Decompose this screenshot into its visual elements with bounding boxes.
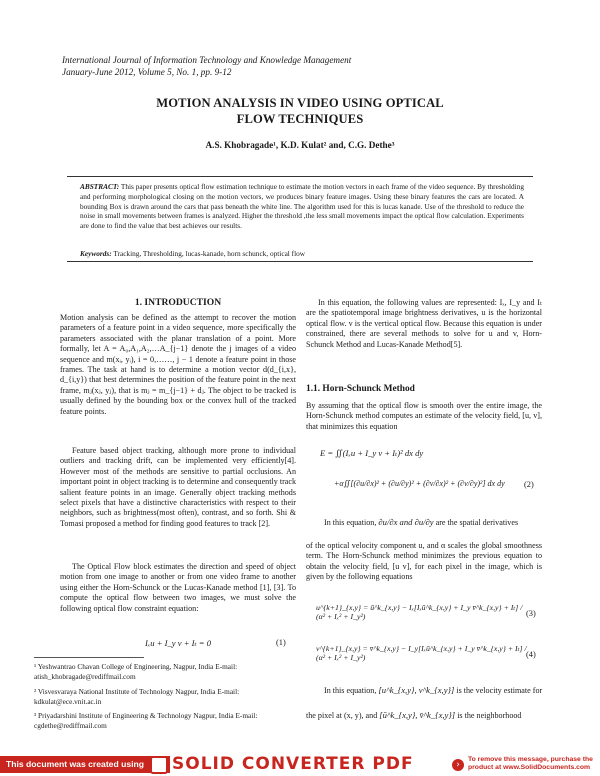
section-heading-introduction: 1. INTRODUCTION — [134, 297, 222, 308]
equation-2b: +α∬[(∂u/∂x)² + (∂u/∂y)² + (∂v/∂x)² + (∂v/∂y)²] dx dy — [334, 479, 505, 488]
equation-3-number: (3) — [526, 609, 536, 618]
keywords-text: Tracking, Thresholding, lucas-kanade, horn schunck, optical flow — [113, 249, 306, 258]
equation-1-number: (1) — [276, 638, 286, 647]
p5-pre: In this equation, — [324, 686, 377, 695]
right-paragraph-1: In this equation, the following values are represented: Iₓ, I_y and Iₜ are the spatiotemporal image brightness derivatives, u is the horizontal optical flow. v is the vertical optical flow. Because this equation is under constrained, there are several methods to solve for u and v, Horn-Schunck Method and Lucas-Kanade Method[5]. — [306, 298, 542, 349]
p5-velocity: [u^k_{x,y}, v^k_{x,y}] — [378, 685, 455, 695]
journal-issue: January-June 2012, Volume 5, No. 1, pp. 9-12 — [62, 66, 232, 77]
remove-line-1: To remove this message, purchase the — [468, 756, 593, 763]
equation-2a: E = ∬(Iₓu + I_y v + Iₜ)² dx dy — [320, 448, 424, 458]
intro-paragraph-2: Feature based object tracking, although more prone to individual outliers and tracking drift, can be implemented very efficiently[4]. However most of the methods are sensitive to partial occlusions. An important point in object tracking is to determine and consequently track salient feature points in an image. Generally object tracking methods select pixels that have a distinctive characteristics with respect to their neighbors, such as brightness(most often), contrast, and so forth. Shi & Tomasi proposed a method for finding good features to track [2]. — [60, 446, 296, 528]
brand-converter: CONVERTER — [241, 754, 366, 774]
authors: A.S. Khobragade¹, K.D. Kulat² and, C.G. Dethe³ — [205, 140, 395, 150]
solid-converter-brand[interactable] — [172, 754, 414, 774]
p6-pre: the pixel at (x, y), and — [306, 711, 378, 720]
keywords-label: Keywords: — [80, 249, 112, 258]
footnote-3: ³ Priyadarshini Institute of Engineering & Technology Nagpur, India E-mail: cgdethe@rediffmail.com — [34, 711, 258, 730]
right-paragraph-4: of the optical velocity component u, and α scales the global smoothness term. The Horn-Schunck method minimizes the previous equation to obtain the velocity field, [u v], for each pixel in the image, which is given by the following equations — [306, 541, 542, 582]
footnote-2: ² Visvesvaraya National Institute of Technology Nagpur, India E-mail: kdkulat@ece.vnit.ac.in — [34, 687, 240, 706]
solid-logo-icon — [150, 756, 168, 774]
intro-paragraph-3: The Optical Flow block estimates the direction and speed of object motion from one image to another or from one video frame to another using either the Horn-Schunck or the Lucas-Kanade method [1], [3]. To compute the optical flow between two images, we must solve the following optical flow constraint equation: — [60, 562, 296, 613]
right-paragraph-5 — [324, 685, 542, 696]
intro-paragraph-1: Motion analysis can be defined as the attempt to recover the motion parameters of a feature point in a video sequence, more specifically the parameters associated with the planar translation of a point. More formally, let A = A₀,A₁,A₂,…A_{j−1} denote the j images of a video sequence and m(xᵢ, yᵢ), i = 0,……, j − 1 denote a feature point in those frames. The task at hand is to determine a motion vector d(d_{i,x}, d_{i,y}) that best determines the position of the feature point in the next frame, mⱼ(xⱼ, yⱼ), that is mⱼ = m_{j−1} + dⱼ. The object to be tracked is usually defined by the bounding box or the convex hull of the tracked feature points. — [60, 313, 296, 416]
equation-1: Iₓu + I_y v + Iₜ = 0 — [144, 638, 212, 648]
equation-4: v^{k+1}_{x,y} = v̄^k_{x,y} − I_y[Iₓū^k_{x,y} + I_y v̄^k_{x,y} + Iₜ] / (α² + Iₓ² + I_y²) — [316, 644, 527, 662]
keywords — [80, 249, 524, 259]
p6-neighborhood: [ū^k_{x,y}, v̄^k_{x,y}] — [379, 710, 456, 720]
right-paragraph-6 — [306, 710, 542, 721]
equation-3: u^{k+1}_{x,y} = ū^k_{x,y} − Iₓ[Iₓū^k_{x,y} + I_y v̄^k_{x,y} + Iₜ] / (α² + Iₓ² + I_y²) — [316, 603, 523, 621]
section-heading-horn-schunck: 1.1. Horn-Schunck Method — [306, 384, 415, 394]
paper-title — [100, 95, 500, 127]
remove-line-2: product at www.SolidDocuments.com — [468, 764, 591, 772]
brand-pdf: PDF — [372, 754, 414, 774]
p5-post: is the velocity estimate for — [456, 686, 543, 695]
title-line-2: FLOW TECHNIQUES — [236, 112, 364, 126]
abstract-label: ABSTRACT: — [80, 182, 120, 191]
footnote-separator — [34, 657, 144, 658]
brand-solid: SOLID — [172, 754, 235, 774]
footnote-1: ¹ Yeshwantrao Chavan College of Engineering, Nagpur, India E-mail: atish_khobragade@rediffmail.com — [34, 662, 238, 681]
equation-4-number: (4) — [526, 650, 536, 659]
p3-pre: In this equation, — [324, 518, 377, 527]
created-with-label: This document was created using — [0, 756, 170, 773]
equation-2-number: (2) — [524, 480, 534, 489]
purchase-link[interactable] — [468, 756, 596, 773]
right-paragraph-3 — [324, 517, 542, 528]
abstract-text: This paper presents optical flow estimation technique to estimate the motion vectors in each frame of the video sequence. By thresholding and performing morphological closing on the motion vectors, we produces binary feature images. Using these binary features the cars are located. A bounding Box is drawn around the cars that pass beneath the white line. The algorithm used for this is lucas kanade. Use of the threshold to reduce the noise in small movements between frames is analyzed. Higher the threshold ,the less small movements impact the optical flow calculation. Experiments are done to find the value that best achieves our results. — [80, 182, 524, 231]
abstract — [80, 182, 524, 231]
journal-header — [62, 55, 351, 78]
right-paragraph-2: By assuming that the optical flow is smooth over the entire image, the Horn-Schunck method computes an estimate of the velocity field, [u, v], that minimizes this equation — [306, 401, 542, 431]
p3-derivatives: ∂u/∂x and ∂u/∂y — [378, 517, 434, 527]
arrow-right-icon: › — [452, 759, 464, 771]
journal-name: International Journal of Information Technology and Knowledge Management — [62, 55, 352, 65]
p6-post: is the neighborhood — [457, 711, 522, 720]
title-line-1: MOTION ANALYSIS IN VIDEO USING OPTICAL — [156, 96, 444, 110]
p3-post: are the spatial derivatives — [435, 518, 519, 527]
